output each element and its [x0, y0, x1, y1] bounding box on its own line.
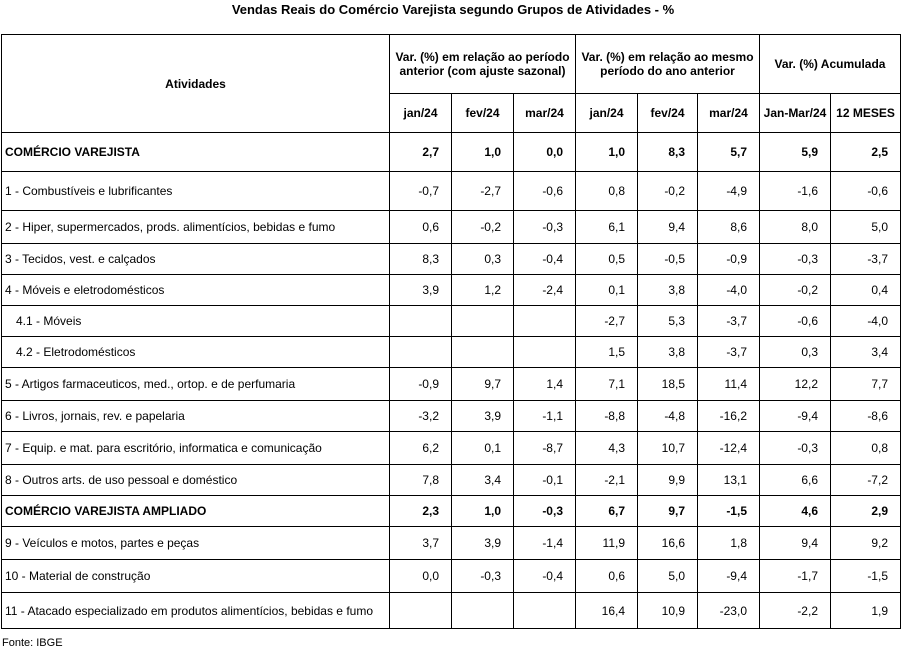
cell-value: 9,2: [831, 527, 901, 560]
cell-value: [514, 306, 576, 337]
row-label: 11 - Atacado especializado em produtos alimentícios, bebidas e fumo: [2, 593, 390, 629]
cell-value: 10,9: [638, 593, 698, 629]
cell-value: 3,4: [452, 465, 514, 496]
cell-value: [390, 337, 452, 368]
cell-value: 10,7: [638, 432, 698, 465]
col-header: mar/24: [514, 94, 576, 133]
cell-value: 9,4: [638, 211, 698, 244]
row-label: 2 - Hiper, supermercados, prods. alimentícios, bebidas e fumo: [2, 211, 390, 244]
cell-value: 1,8: [698, 527, 760, 560]
cell-value: 0,6: [576, 560, 638, 593]
cell-value: 1,5: [576, 337, 638, 368]
cell-value: -8,6: [831, 401, 901, 432]
row-label: COMÉRCIO VAREJISTA AMPLIADO: [2, 496, 390, 527]
cell-value: -2,4: [514, 275, 576, 306]
cell-value: -1,1: [514, 401, 576, 432]
table-row: [2, 465, 901, 496]
cell-value: -8,8: [576, 401, 638, 432]
cell-value: -1,7: [760, 560, 831, 593]
cell-value: 9,4: [760, 527, 831, 560]
row-label: 6 - Livros, jornais, rev. e papelaria: [2, 401, 390, 432]
cell-value: -9,4: [760, 401, 831, 432]
cell-value: -0,2: [452, 211, 514, 244]
cell-value: 0,5: [576, 244, 638, 275]
cell-value: 8,0: [760, 211, 831, 244]
cell-value: -4,0: [831, 306, 901, 337]
cell-value: -0,7: [390, 172, 452, 211]
row-label: 8 - Outros arts. de uso pessoal e doméstico: [2, 465, 390, 496]
cell-value: -0,6: [760, 306, 831, 337]
row-label: 4 - Móveis e eletrodomésticos: [2, 275, 390, 306]
table-row: [2, 432, 901, 465]
cell-value: 3,9: [390, 275, 452, 306]
cell-value: -3,7: [698, 306, 760, 337]
cell-value: 6,7: [576, 496, 638, 527]
table-row: [2, 211, 901, 244]
row-label: 4.1 - Móveis: [2, 306, 390, 337]
cell-value: 8,3: [638, 133, 698, 172]
cell-value: -23,0: [698, 593, 760, 629]
cell-value: 16,4: [576, 593, 638, 629]
cell-value: -8,7: [514, 432, 576, 465]
table-row: [2, 368, 901, 401]
table-row: [2, 337, 901, 368]
col-header: jan/24: [576, 94, 638, 133]
cell-value: 0,8: [576, 172, 638, 211]
sales-table: [1, 34, 901, 629]
row-label: 3 - Tecidos, vest. e calçados: [2, 244, 390, 275]
cell-value: -3,2: [390, 401, 452, 432]
cell-value: -0,3: [514, 211, 576, 244]
table-row: [2, 275, 901, 306]
cell-value: 1,2: [452, 275, 514, 306]
cell-value: [452, 593, 514, 629]
cell-value: 5,0: [638, 560, 698, 593]
table-row: [2, 401, 901, 432]
cell-value: 11,9: [576, 527, 638, 560]
cell-value: -0,6: [831, 172, 901, 211]
cell-value: -0,9: [390, 368, 452, 401]
cell-value: 8,3: [390, 244, 452, 275]
table-row: [2, 133, 901, 172]
header-atividades: Atividades: [2, 35, 390, 133]
cell-value: -0,9: [698, 244, 760, 275]
cell-value: 12,2: [760, 368, 831, 401]
cell-value: 6,2: [390, 432, 452, 465]
cell-value: -12,4: [698, 432, 760, 465]
cell-value: 0,0: [514, 133, 576, 172]
col-header: fev/24: [638, 94, 698, 133]
cell-value: -4,8: [638, 401, 698, 432]
cell-value: 0,6: [390, 211, 452, 244]
cell-value: -2,7: [576, 306, 638, 337]
cell-value: -4,9: [698, 172, 760, 211]
cell-value: -0,1: [514, 465, 576, 496]
cell-value: -0,3: [760, 432, 831, 465]
cell-value: 3,9: [452, 401, 514, 432]
cell-value: 2,9: [831, 496, 901, 527]
header-group-periodo-anterior: Var. (%) em relação ao período anterior (com ajuste sazonal): [390, 35, 576, 94]
cell-value: 3,8: [638, 337, 698, 368]
cell-value: 0,8: [831, 432, 901, 465]
row-label: 1 - Combustíveis e lubrificantes: [2, 172, 390, 211]
cell-value: -0,3: [514, 496, 576, 527]
cell-value: -0,2: [760, 275, 831, 306]
cell-value: 18,5: [638, 368, 698, 401]
cell-value: -0,3: [760, 244, 831, 275]
cell-value: 0,0: [390, 560, 452, 593]
cell-value: [514, 593, 576, 629]
cell-value: 1,9: [831, 593, 901, 629]
cell-value: -7,2: [831, 465, 901, 496]
cell-value: 5,7: [698, 133, 760, 172]
col-header: jan/24: [390, 94, 452, 133]
table-row: [2, 496, 901, 527]
cell-value: 1,4: [514, 368, 576, 401]
row-label: 5 - Artigos farmaceuticos, med., ortop. e de perfumaria: [2, 368, 390, 401]
cell-value: 5,0: [831, 211, 901, 244]
cell-value: -2,1: [576, 465, 638, 496]
cell-value: 2,3: [390, 496, 452, 527]
cell-value: [390, 593, 452, 629]
table-row: [2, 593, 901, 629]
table-row: [2, 244, 901, 275]
cell-value: -0,5: [638, 244, 698, 275]
cell-value: -3,7: [831, 244, 901, 275]
cell-value: -0,4: [514, 560, 576, 593]
cell-value: -0,2: [638, 172, 698, 211]
cell-value: [452, 337, 514, 368]
cell-value: 0,3: [760, 337, 831, 368]
cell-value: -9,4: [698, 560, 760, 593]
cell-value: -4,0: [698, 275, 760, 306]
cell-value: 1,0: [452, 133, 514, 172]
cell-value: 7,7: [831, 368, 901, 401]
table-row: [2, 560, 901, 593]
cell-value: 3,7: [390, 527, 452, 560]
cell-value: 0,3: [452, 244, 514, 275]
cell-value: -0,4: [514, 244, 576, 275]
table-row: [2, 306, 901, 337]
col-header: Jan-Mar/24: [760, 94, 831, 133]
cell-value: 0,1: [576, 275, 638, 306]
cell-value: 1,0: [452, 496, 514, 527]
cell-value: 4,6: [760, 496, 831, 527]
cell-value: [390, 306, 452, 337]
cell-value: 9,7: [452, 368, 514, 401]
cell-value: -1,5: [698, 496, 760, 527]
cell-value: -0,6: [514, 172, 576, 211]
cell-value: [452, 306, 514, 337]
cell-value: [514, 337, 576, 368]
cell-value: 9,9: [638, 465, 698, 496]
cell-value: 7,8: [390, 465, 452, 496]
row-label: 9 - Veículos e motos, partes e peças: [2, 527, 390, 560]
cell-value: 16,6: [638, 527, 698, 560]
cell-value: 5,9: [760, 133, 831, 172]
row-label: 7 - Equip. e mat. para escritório, informatica e comunicação: [2, 432, 390, 465]
cell-value: 3,9: [452, 527, 514, 560]
col-header: 12 MESES: [831, 94, 901, 133]
cell-value: 7,1: [576, 368, 638, 401]
cell-value: 5,3: [638, 306, 698, 337]
cell-value: -3,7: [698, 337, 760, 368]
cell-value: 3,4: [831, 337, 901, 368]
cell-value: 8,6: [698, 211, 760, 244]
table-row: [2, 527, 901, 560]
col-header: mar/24: [698, 94, 760, 133]
cell-value: 0,4: [831, 275, 901, 306]
header-group-acumulada: Var. (%) Acumulada: [760, 35, 901, 94]
cell-value: 6,1: [576, 211, 638, 244]
cell-value: -0,3: [452, 560, 514, 593]
cell-value: 9,7: [638, 496, 698, 527]
cell-value: 3,8: [638, 275, 698, 306]
header-group-ano-anterior: Var. (%) em relação ao mesmo período do ano anterior: [576, 35, 760, 94]
col-header: fev/24: [452, 94, 514, 133]
row-label: 4.2 - Eletrodomésticos: [2, 337, 390, 368]
source-note: Fonte: IBGE: [2, 637, 63, 649]
cell-value: 4,3: [576, 432, 638, 465]
cell-value: -2,7: [452, 172, 514, 211]
table-row: [2, 172, 901, 211]
cell-value: -1,6: [760, 172, 831, 211]
cell-value: 2,7: [390, 133, 452, 172]
cell-value: -16,2: [698, 401, 760, 432]
cell-value: 2,5: [831, 133, 901, 172]
cell-value: 1,0: [576, 133, 638, 172]
cell-value: 13,1: [698, 465, 760, 496]
cell-value: -2,2: [760, 593, 831, 629]
row-label: 10 - Material de construção: [2, 560, 390, 593]
cell-value: -1,5: [831, 560, 901, 593]
table-body: [2, 133, 901, 629]
cell-value: -1,4: [514, 527, 576, 560]
cell-value: 0,1: [452, 432, 514, 465]
cell-value: 6,6: [760, 465, 831, 496]
row-label: COMÉRCIO VAREJISTA: [2, 133, 390, 172]
table-title: Vendas Reais do Comércio Varejista segundo Grupos de Atividades - %: [231, 2, 675, 17]
cell-value: 11,4: [698, 368, 760, 401]
